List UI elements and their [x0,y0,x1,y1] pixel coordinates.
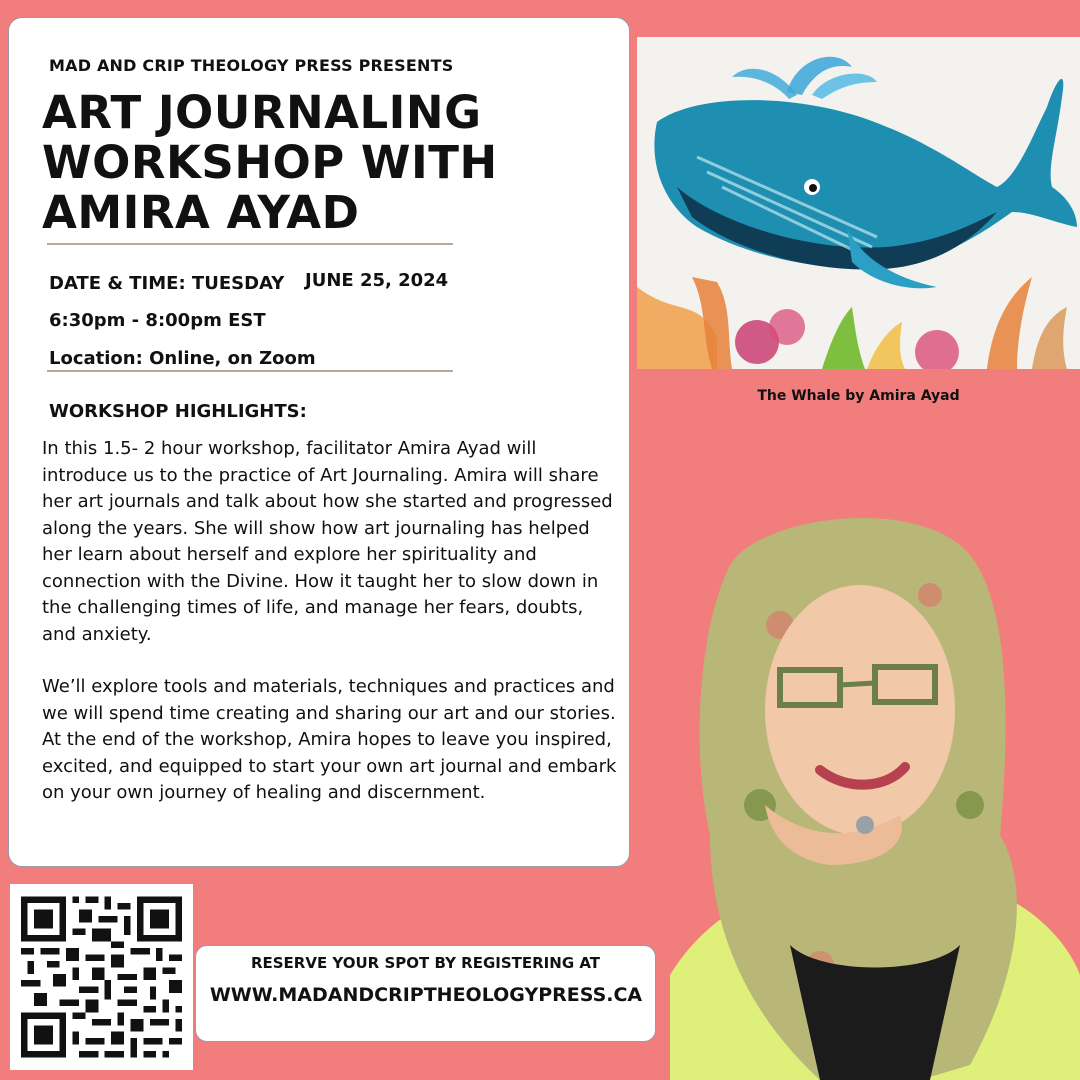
divider [47,370,453,372]
event-info-card [8,17,630,867]
presenter-line: MAD AND CRIP THEOLOGY PRESS PRESENTS [49,56,454,75]
registration-link[interactable]: WWW.MADANDCRIPTHEOLOGYPRESS.CA [209,984,643,1006]
registration-box [195,945,656,1042]
registration-label: RESERVE YOUR SPOT BY REGISTERING AT [250,954,601,972]
title-line: AMIRA AYAD [42,186,360,239]
location-text: Location: Online, on Zoom [49,348,316,369]
time-text: 6:30pm - 8:00pm EST [49,310,266,331]
artwork-caption: The Whale by Amira Ayad [757,388,960,404]
description-paragraph: In this 1.5- 2 hour workshop, facilitator Amira Ayad will introduce us to the practice of Art Journaling. Amira will share her art journals and talk about how she started and progressed along the years. She will show how art journaling has helped her learn about herself and explore her spirituality and connection with the Divine. How it taught her to slow down in the challenging times of life, and manage her fears, doubts, and anxiety. [42,438,613,645]
whale-artwork [637,37,1080,369]
title-line: ART JOURNALING [42,86,482,139]
portrait-icon [670,505,1080,1080]
title-line: WORKSHOP WITH [42,136,498,189]
description-paragraph: We’ll explore tools and materials, techniques and practices and we will spend time creating and sharing our art and our stories. At the end of the workshop, Amira hopes to leave you inspired, excited, and equipped to start your own art journal and embark on your own journey of healing and discernment. [42,676,617,803]
date-label: DATE & TIME: TUESDAY [49,273,285,294]
divider [47,243,453,245]
qr-code[interactable] [10,884,193,1070]
whale-painting-icon [637,37,1080,369]
highlights-heading: WORKSHOP HIGHLIGHTS: [49,401,307,422]
date-value: JUNE 25, 2024 [305,270,449,291]
qr-code-icon [21,895,182,1059]
facilitator-photo [670,505,1080,1080]
page-title [42,88,602,238]
description [42,436,622,833]
